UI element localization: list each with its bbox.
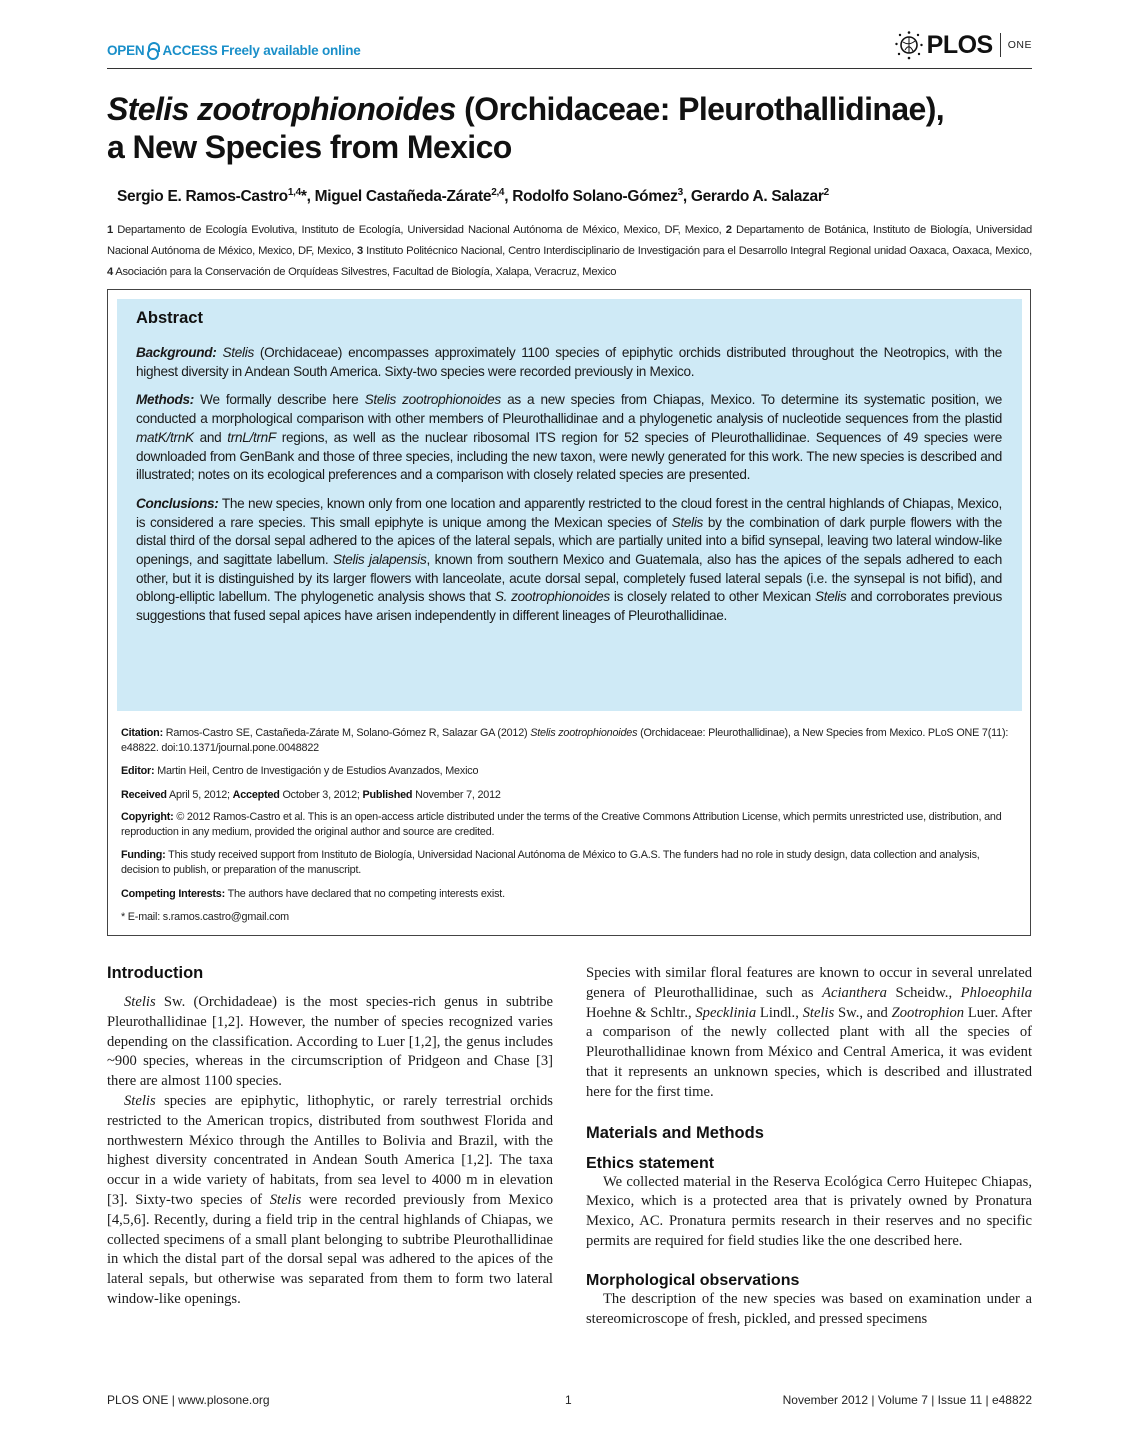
morphology-heading: Morphological observations: [586, 1271, 800, 1289]
left-column: [107, 964, 553, 1310]
author: Rodolfo Solano-Gómez$^3$: [512, 187, 683, 206]
corresponding-email[interactable]: * E-mail: s.ramos.castro@gmail.com: [121, 911, 289, 923]
materials-methods-heading: Materials and Methods: [586, 1123, 764, 1142]
title-species: Stelis zootrophionoides: [107, 91, 456, 127]
intro-paragraph: Species with similar floral features are known to occur in several unrelated genera of Pleurothallidinae, such as Acianthera Scheidw., Phloeophila Hoehne & Schltr., Specklinia Lindl., Stelis Sw., and Zootrophion Luer. After a comparison of the newly collected plant with all the species of Pleurothallidinae known from México and Central America, it was evident that it represents an unknown species, which is described and illustrated here for the first time.: [586, 965, 1032, 1100]
right-column: [586, 964, 1032, 1329]
open-lock-icon: [147, 42, 159, 58]
intro-paragraph: Stelis Sw. (Orchidadeae) is the most species-rich genus in subtribe Pleurothallidinae [1,2]. However, the number of species recognized varies depending on the classification. According to Luer [1,2], the genus includes ~900 species, whereas in the circumscription of Pridgeon and Chase [3] there are almost 1100 species.: [107, 994, 553, 1090]
ethics-heading: Ethics statement: [586, 1154, 715, 1172]
introduction-heading: Introduction: [107, 964, 204, 982]
author: Gerardo A. Salazar$^2$: [690, 187, 829, 206]
abstract-conclusions: Conclusions: The new species, known only from one location and apparently restricted to the cloud forest in the central highlands of Chiapas, Mexico, is considered a rare species. This small epiphyte is unique among the Mexican species of Stelis by the combination of dark purple flowers with the distal third of the dorsal sepal adhered to the apices of the lateral sepals, which are partially united into a bifid synsepal, leaving two lateral window-like openings, and sagittate labellum. Stelis jalapensis, known from southern Mexico and Guatemala, also has the apices of the sepals adhered to each other, but it is distinguished by its larger flowers with lanceolate, acute dorsal sepal, completely fused lateral sepals (i.e. the synsepal is not bifid), and oblong-elliptic labellum. The phylogenetic analysis shows that S. zootrophionoides is closely related to other Mexican Stelis and corroborates previous suggestions that fused sepal apices have arisen independently in different lineages of Pleurothallidinae.: [136, 495, 1003, 624]
citation: Citation: Ramos-Castro SE, Castañeda-Zárate M, Solano-Gómez R, Salazar GA (2012) Stelis zootrophionoides (Orchidaceae: Pleurothallidinae), a New Species from Mexico. PLoS ONE 7(11): e48822. doi:10.1371/journal.pone.0048822: [121, 727, 1009, 754]
access-label: ACCESS: [162, 43, 218, 58]
dates: Received April 5, 2012; Accepted October 3, 2012; Published November 7, 2012: [121, 789, 501, 801]
affiliation-text: Departamento de Botánica, Instituto de Biología, Universidad Nacional Autónoma de México, Mexico, DF, Mexico,: [107, 224, 1033, 257]
title-line2: a New Species from Mexico: [107, 129, 512, 165]
availability-label: Freely available online: [221, 43, 361, 58]
morphology-paragraph: The description of the new species was based on examination under a stereomicroscope of fresh, pickled, and pressed specimens: [586, 1290, 1032, 1327]
footer-issue-info: November 2012 | Volume 7 | Issue 11 | e48822: [782, 1393, 1032, 1407]
affiliations: [107, 220, 1032, 283]
journal-header: [107, 30, 1032, 69]
affiliation-number: 3: [357, 245, 363, 257]
abstract-heading: Abstract: [136, 309, 203, 327]
journal-wordmark: ONE: [1007, 39, 1032, 51]
affiliation-number: 4: [107, 266, 113, 278]
plos-globe-icon: [894, 30, 924, 60]
title-line1-rest: (Orchidaceae: Pleurothallidinae),: [455, 91, 945, 127]
plos-wordmark: PLOS: [926, 30, 993, 59]
plos-logo: [894, 30, 1032, 60]
competing-interests: Competing Interests: The authors have declared that no competing interests exist.: [121, 888, 505, 900]
journal-website-link[interactable]: www.plosone.org: [178, 1393, 270, 1407]
abstract-label: Conclusions:: [136, 495, 219, 511]
editor: Editor: Martin Heil, Centro de Investigación y de Estudios Avanzados, Mexico: [121, 765, 479, 777]
affiliation-text: Instituto Politécnico Nacional, Centro Interdisciplinario de Investigación para el Desarrollo Integral Regional unidad Oaxaca, Oaxaca, Mexico,: [366, 245, 1033, 257]
logo-divider: [1000, 33, 1001, 57]
author-list: Sergio E. Ramos-Castro$^{1,4}$*, Miguel Castañeda-Zárate$^{2,4}$, Rodolfo Solano-Gómez$^3$, Gerardo A. Salazar$^2$: [117, 187, 829, 206]
abstract-label: Methods:: [136, 392, 195, 408]
open-access-badge: [107, 42, 361, 58]
open-label: OPEN: [107, 43, 145, 58]
abstract-background: Background: Stelis (Orchidaceae) encompasses approximately 1100 species of epiphytic orchids distributed throughout the Neotropics, with the highest diversity in Andean South America. Sixty-two species were recorded previously in Mexico.: [136, 345, 1002, 379]
footer-journal: PLOS ONE | www.plosone.org: [107, 1393, 270, 1407]
intro-paragraph: Stelis species are epiphytic, lithophytic, or rarely terrestrial orchids restricted to the American tropics, distributed from southwest Florida and northwestern México through the Antilles to Bolivia and Brazil, with the highest diversity concentrated in Andean South America [1,2]. The taxa occur in a wide variety of habitats, from sea level to 4000 m in elevation [3]. Sixty-two species of Stelis were recorded previously from Mexico [4,5,6]. Recently, during a field trip in the central highlands of Chiapas, we collected specimens of a small plant belonging to subtribe Pleurothallidinae in which the distal part of the dorsal sepal was adhered to the apices of the lateral sepals, but otherwise was separated from them to form two lateral window-like openings.: [107, 1092, 553, 1307]
abstract-label: Background:: [136, 345, 217, 360]
funding: Funding: This study received support from Instituto de Biología, Universidad Nacional Autónoma de México to G.A.S. The funders had no role in study design, data collection and analysis, decision to publish, or preparation of the manuscript.: [121, 849, 980, 876]
page-number: 1: [565, 1393, 572, 1407]
affiliation-text: Asociación para la Conservación de Orquídeas Silvestres, Facultad de Biología, Xalapa, Veracruz, Mexico: [115, 266, 617, 278]
affiliation-text: Departamento de Ecología Evolutiva, Instituto de Ecología, Universidad Nacional Autónoma de México, Mexico, DF, Mexico,: [117, 224, 722, 236]
author: Sergio E. Ramos-Castro$^{1,4}$*: [117, 187, 307, 206]
abstract-box: [117, 299, 1022, 711]
ethics-paragraph: We collected material in the Reserva Ecológica Cerro Huitepec Chiapas, Mexico, which is a protected area that is privately owned by Pronatura Mexico, AC. Pronatura permits research in their reserves and no specific permits are required for field studies like the one described here.: [586, 1173, 1032, 1249]
author: Miguel Castañeda-Zárate$^{2,4}$: [314, 187, 505, 206]
article-title: [107, 90, 1047, 166]
affiliation-number: 1: [107, 224, 113, 236]
affiliation-number: 2: [725, 224, 732, 236]
abstract-methods: Methods: We formally describe here Stelis zootrophionoides as a new species from Chiapas, Mexico. To determine its systematic position, we conducted a morphological comparison with other members of Pleurothallidinae and a phylogenetic analysis of nucleotide sequences from the plastid matK/trnK and trnL/trnF regions, as well as the nuclear ribosomal ITS region for 52 species of Pleurothallidinae. Sequences of 49 species were downloaded from GenBank and those of three species, including the new taxon, were newly generated for this work. The new species is described and illustrated; notes on its ecological preferences and a comparison with closely related species are presented.: [136, 392, 1002, 483]
copyright: Copyright: © 2012 Ramos-Castro et al. This is an open-access article distributed under the terms of the Creative Commons Attribution License, which permits unrestricted use, distribution, and reproduction in any medium, provided the original author and source are credited.: [121, 811, 1002, 838]
